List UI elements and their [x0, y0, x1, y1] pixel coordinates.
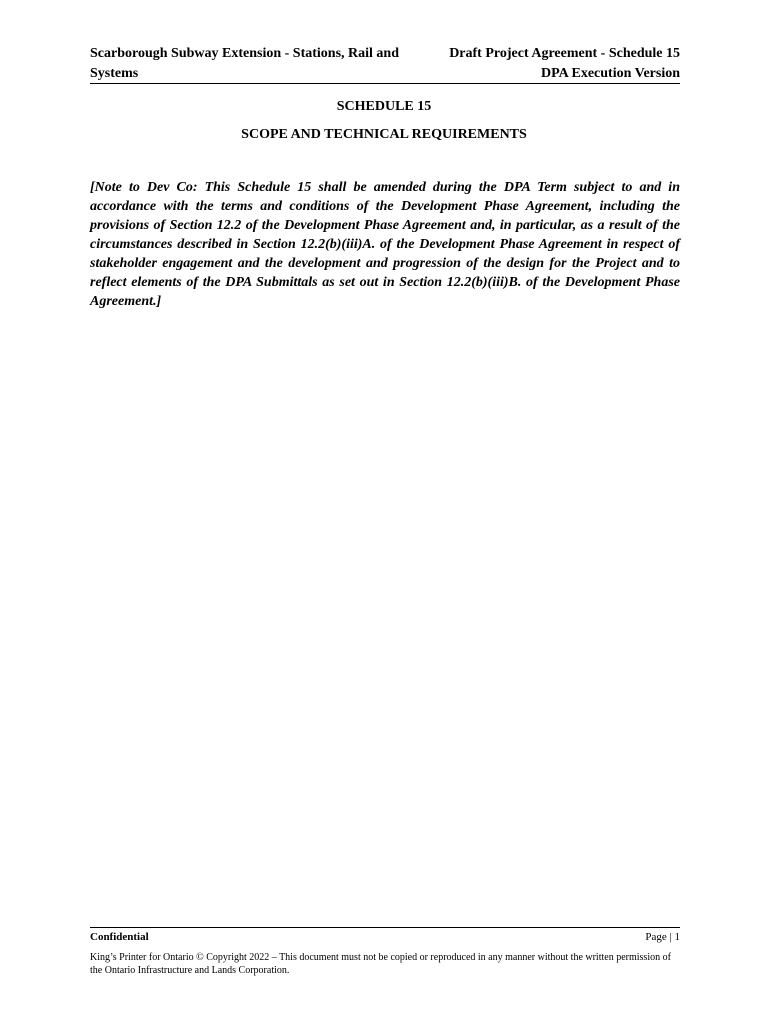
footer-confidential: Confidential [90, 931, 149, 943]
header-document-label [380, 44, 680, 84]
schedule-title: SCHEDULE 15 [336, 99, 432, 114]
header-project-title-line1: Scarborough Subway Extension - Stations, Rail and [90, 46, 399, 61]
header-project-title [90, 44, 420, 84]
note-to-dev-co: [Note to Dev Co: This Schedule 15 shall be amended during the DPA Term subject to and in accordance with the terms and conditions of the Development Phase Agreement, including the provisions of Section 12.2 of the Development Phase Agreement and, in particular, as a result of the circumstances described in Section 12.2(b)(iii)A. of the Development Phase Agreement in respect of stakeholder engagement and the development and progression of the design for the Project and to reflect elements of the DPA Submittals as set out in Section 12.2(b)(iii)B. of the Development Phase Agreement.] [90, 180, 680, 309]
header-project-title-line2: Systems [90, 66, 139, 81]
footer-divider [90, 927, 680, 928]
schedule-subtitle: SCOPE AND TECHNICAL REQUIREMENTS [241, 127, 527, 142]
page-header [90, 44, 680, 84]
footer-copyright: King’s Printer for Ontario © Copyright 2022 – This document must not be copied or reproduced in any manner without the written permission of the Ontario Infrastructure and Lands Corporation. [90, 952, 671, 976]
header-version: DPA Execution Version [541, 66, 680, 81]
footer-page-number: Page | 1 [645, 931, 680, 943]
header-agreement-schedule: Draft Project Agreement - Schedule 15 [449, 46, 680, 61]
